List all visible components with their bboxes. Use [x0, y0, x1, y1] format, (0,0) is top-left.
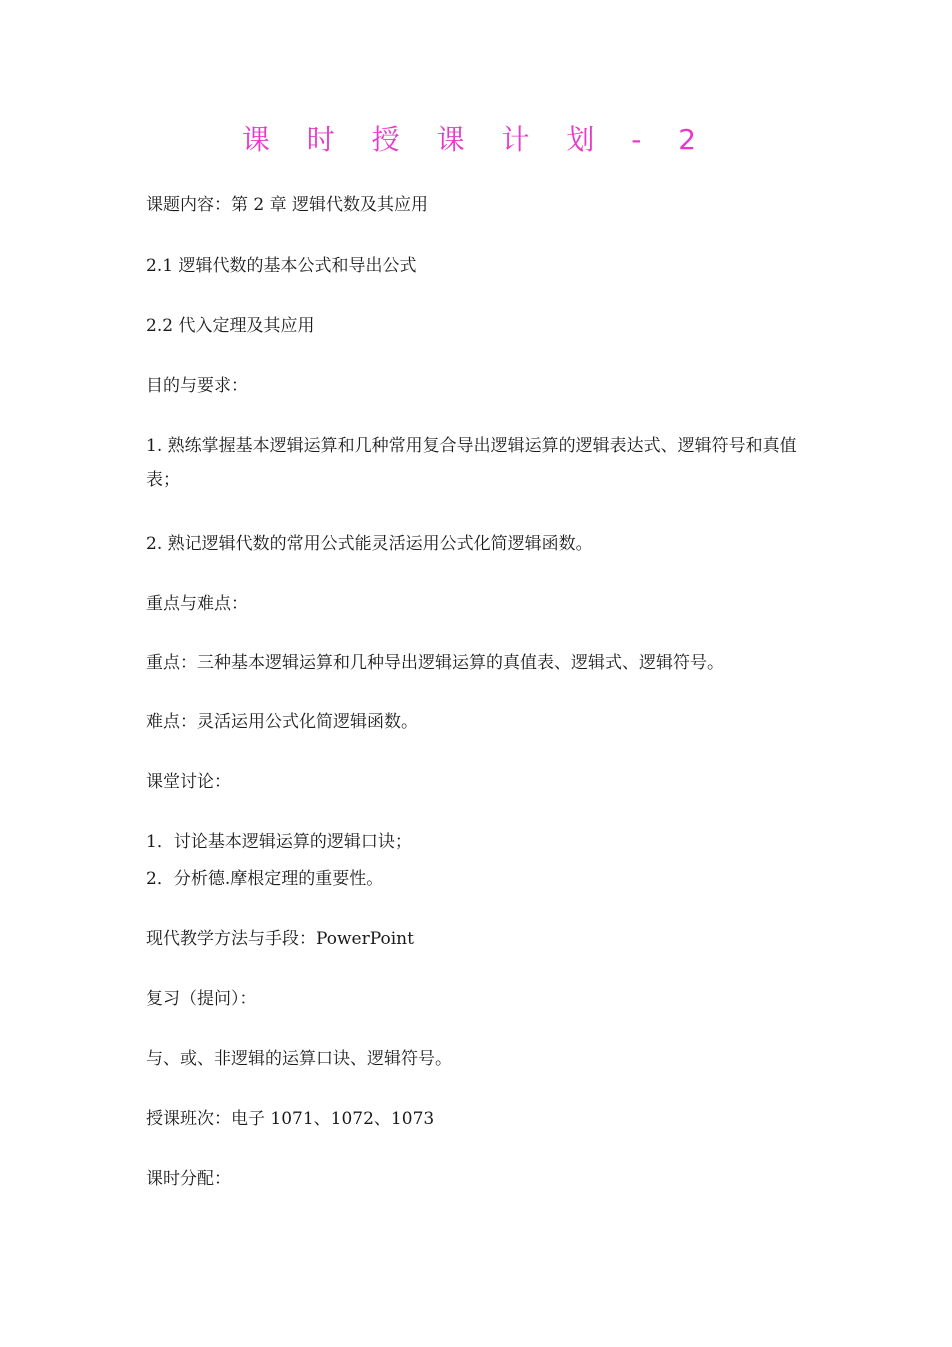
section-2-1: 2.1 逻辑代数的基本公式和导出公式 [146, 256, 417, 276]
objective-1: 1. 熟练掌握基本逻辑运算和几种常用复合导出逻辑运算的逻辑表达式、逻辑符号和真值表； [146, 436, 797, 490]
discussion-heading: 课堂讨论： [146, 772, 231, 792]
topic-content: 课题内容：第 2 章 逻辑代数及其应用 [146, 195, 429, 215]
objectives-heading: 目的与要求： [146, 376, 248, 396]
discussion-item-2: 2．分析德.摩根定理的重要性。 [146, 869, 384, 889]
review-content: 与、或、非逻辑的运算口诀、逻辑符号。 [146, 1049, 452, 1069]
time-allocation-heading: 课时分配： [146, 1169, 231, 1189]
objective-2: 2. 熟记逻辑代数的常用公式能灵活运用公式化简逻辑函数。 [146, 534, 593, 554]
key-point: 重点：三种基本逻辑运算和几种导出逻辑运算的真值表、逻辑式、逻辑符号。 [146, 653, 724, 673]
review-heading: 复习（提问）： [146, 989, 257, 1009]
discussion-item-1: 1．讨论基本逻辑运算的逻辑口诀； [146, 832, 412, 852]
page-title: 课 时 授 课 计 划 - 2 [241, 123, 711, 156]
classes: 授课班次：电子 1071、1072、1073 [146, 1109, 435, 1129]
difficult-point: 难点：灵活运用公式化简逻辑函数。 [146, 712, 418, 732]
section-2-2: 2.2 代入定理及其应用 [146, 316, 315, 336]
key-points-heading: 重点与难点： [146, 594, 248, 614]
teaching-methods: 现代教学方法与手段：PowerPoint [146, 929, 414, 949]
